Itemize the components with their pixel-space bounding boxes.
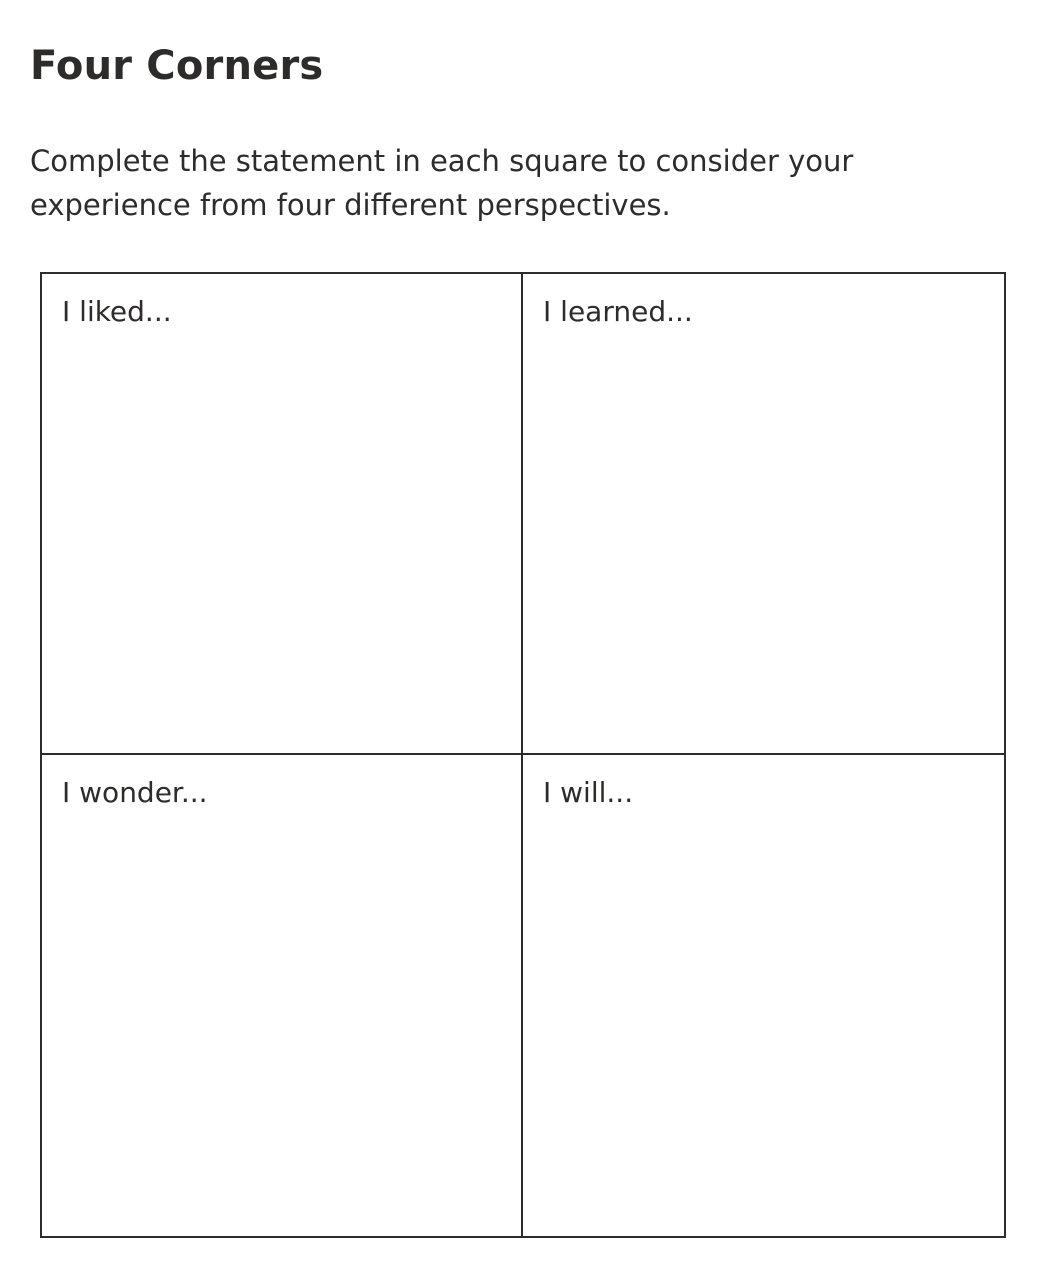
answer-area-learned[interactable] — [543, 340, 984, 735]
square-prompt-learned: I learned... — [543, 295, 693, 328]
four-corners-grid — [40, 272, 1006, 1238]
instructions-text: Complete the statement in each square to consider your experience from four different perspectives. — [30, 144, 854, 222]
square-prompt-will: I will... — [543, 776, 634, 809]
square-liked — [42, 274, 523, 755]
square-prompt-liked: I liked... — [62, 295, 172, 328]
answer-area-wonder[interactable] — [62, 821, 501, 1218]
square-learned — [523, 274, 1004, 755]
answer-area-will[interactable] — [543, 821, 984, 1218]
square-prompt-wonder: I wonder... — [62, 776, 208, 809]
square-wonder — [42, 755, 523, 1236]
answer-area-liked[interactable] — [62, 340, 501, 735]
page-title: Four Corners — [30, 43, 324, 89]
square-will — [523, 755, 1004, 1236]
